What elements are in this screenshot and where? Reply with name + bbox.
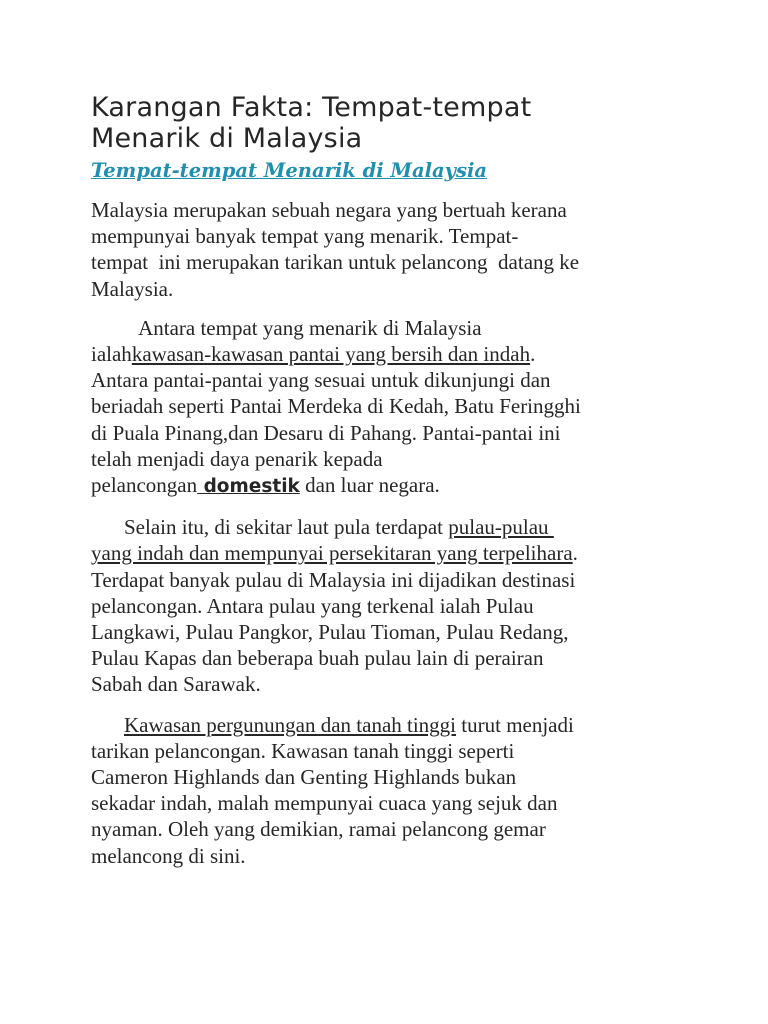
text-line: Sabah dan Sarawak.: [91, 672, 261, 697]
document-page: [91, 92, 681, 869]
text-line: melancong di sini.: [91, 843, 246, 868]
text-line: [91, 341, 681, 367]
text-segment: pelancongan: [91, 473, 198, 498]
text-line: Pulau Kapas dan beberapa buah pulau lain di perairan: [91, 646, 544, 671]
text-line: pelancongan. Antara pulau yang terkenal ialah Pulau: [91, 593, 534, 618]
underlined-phrase: yang indah dan mempunyai persekitaran yang terpelihara: [91, 541, 573, 566]
text-segment: .: [572, 541, 578, 566]
text-segment: dan luar negara.: [299, 473, 440, 498]
text-segment: turut menjadi: [456, 712, 574, 737]
text-line: [91, 514, 681, 540]
paragraph-3: [91, 514, 681, 697]
text-line: telah menjadi daya penarik kepada: [91, 446, 383, 471]
text-line: [91, 540, 681, 566]
underlined-phrase: Kawasan pergunungan dan tanah tinggi: [124, 712, 457, 737]
text-line: Malaysia merupakan sebuah negara yang bertuah kerana: [91, 198, 567, 222]
text-line: [91, 472, 681, 500]
text-line: nyaman. Oleh yang demikian, ramai pelancong gemar: [91, 817, 546, 842]
underlined-phrase: pulau-pulau: [448, 515, 554, 540]
title-line: Menarik di Malaysia: [91, 123, 363, 154]
text-line: Langkawi, Pulau Pangkor, Pulau Tioman, Pulau Redang,: [91, 620, 569, 645]
text-line: sekadar indah, malah mempunyai cuaca yang sejuk dan: [91, 791, 558, 816]
text-segment: Selain itu, di sekitar laut pula terdapat: [124, 515, 449, 540]
text-line: Antara pantai-pantai yang sesuai untuk dikunjungi dan: [91, 368, 551, 393]
text-line: Antara tempat yang menarik di Malaysia: [134, 315, 482, 340]
paragraph-2: [91, 315, 681, 500]
text-line: mempunyai banyak tempat yang menarik. Tempat-: [91, 224, 519, 249]
underlined-phrase: kawasan-kawasan pantai yang bersih dan indah: [131, 342, 531, 367]
text-line: Malaysia.: [91, 276, 174, 301]
document-title: [91, 92, 681, 154]
paragraph-4: [91, 712, 681, 869]
title-line: Karangan Fakta: Tempat-tempat: [91, 92, 532, 123]
text-segment: .: [530, 342, 536, 367]
text-line: tempat ini merupakan tarikan untuk pelancong datang ke: [91, 250, 580, 275]
text-line: di Puala Pinang,dan Desaru di Pahang. Pantai-pantai ini: [91, 420, 561, 445]
paragraph-1: [91, 197, 681, 302]
text-line: beriadah seperti Pantai Merdeka di Kedah, Batu Feringghi: [91, 394, 581, 419]
text-line: tarikan pelancongan. Kawasan tanah tinggi seperti: [91, 738, 515, 763]
text-line: Cameron Highlands dan Genting Highlands bukan: [91, 765, 517, 790]
bold-underlined-word: domestik: [197, 476, 300, 498]
subtitle-link[interactable]: Tempat-tempat Menarik di Malaysia: [91, 159, 488, 182]
text-line: Terdapat banyak pulau di Malaysia ini dijadikan destinasi: [91, 567, 576, 592]
text-segment: ialah: [91, 342, 132, 367]
text-line: [91, 712, 681, 738]
